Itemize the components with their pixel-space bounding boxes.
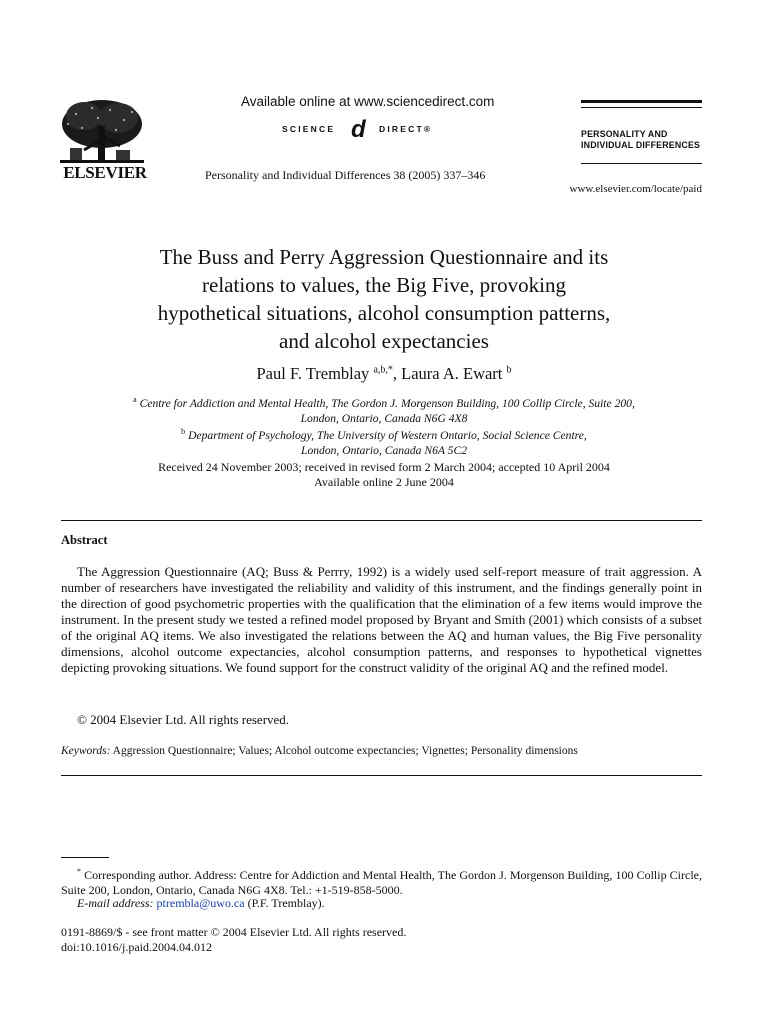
title-line: The Buss and Perry Aggression Questionnaire and its xyxy=(159,245,609,269)
email-suffix: (P.F. Tremblay). xyxy=(247,896,325,910)
sciencedirect-logo xyxy=(282,118,472,142)
journal-name xyxy=(581,129,700,150)
author-affiliation-marks[interactable]: a,b,* xyxy=(373,364,393,376)
issn-line: 0191-8869/$ - see front matter © 2004 Elsevier Ltd. All rights reserved. xyxy=(61,925,407,939)
affiliation-text: London, Ontario, Canada N6G 4X8 xyxy=(300,411,468,425)
abstract-heading: Abstract xyxy=(61,533,108,547)
journal-name-line1: PERSONALITY AND xyxy=(581,129,668,139)
affiliation-a xyxy=(60,392,708,426)
available-online-notice[interactable]: Available online at www.sciencedirect.com xyxy=(241,94,495,109)
doi-line[interactable]: doi:10.1016/j.paid.2004.04.012 xyxy=(61,940,212,954)
front-matter xyxy=(61,925,406,955)
keywords-list: Aggression Questionnaire; Values; Alcohol outcome expectancies; Vignettes; Personality dimensions xyxy=(112,745,578,757)
affiliation-text: Centre for Addiction and Mental Health, The Gordon J. Morgenson Building, 100 Collip Circle, Suite 200, xyxy=(139,396,635,410)
received-dates: Received 24 November 2003; received in revised form 2 March 2004; accepted 10 April 2004 xyxy=(158,460,610,474)
abstract-text: The Aggression Questionnaire (AQ; Buss & Perrry, 1992) is a widely used self-report measure of trait aggression. A number of researchers have investigated the reliability and validity of this instrument, and the findings generally point in the direction of good psychometric properties with the qualification that the elimination of a few items would improve the instrument. In the present study we tested a refined model proposed by Bryant and Smith (2001) which consists of a subset of the original AQ items. We also investigated the relations between the AQ and human values, the Big Five personality dimensions, alcohol outcome expectancies, alcohol consumption patterns, and responses to hypothetical vignettes depicting provoking situations. We found support for the construct validity of the original AQ and the refined model. xyxy=(61,564,702,675)
corresponding-author-footnote xyxy=(61,864,702,898)
title-line: relations to values, the Big Five, provoking xyxy=(202,273,566,297)
article-history xyxy=(60,460,708,490)
email-label: E-mail address: xyxy=(77,896,154,910)
sciencedirect-left-word: SCIENCE xyxy=(282,124,336,134)
footnote-mark: * xyxy=(77,867,81,876)
abstract-rule-top xyxy=(61,520,702,521)
affiliation-text: London, Ontario, Canada N6A 5C2 xyxy=(301,443,467,457)
title-line: and alcohol expectancies xyxy=(279,329,489,353)
keywords-label: Keywords: xyxy=(61,745,111,757)
available-online-date: Available online 2 June 2004 xyxy=(314,475,454,489)
author-name[interactable]: Paul F. Tremblay xyxy=(256,364,370,383)
journal-citation: Personality and Individual Differences 38 (2005) 337–346 xyxy=(205,168,486,182)
keywords-line xyxy=(61,745,702,757)
affiliation-mark: a xyxy=(133,395,137,404)
article-title xyxy=(60,243,708,355)
author-affiliation-marks[interactable]: b xyxy=(506,364,512,376)
abstract-copyright: © 2004 Elsevier Ltd. All rights reserved. xyxy=(77,712,290,727)
affiliation-mark: b xyxy=(181,427,186,436)
author-list xyxy=(60,364,708,384)
journal-url-link[interactable]: www.elsevier.com/locate/paid xyxy=(569,183,702,195)
abstract-rule-bottom xyxy=(61,775,702,776)
sciencedirect-mark-icon: d xyxy=(351,116,366,143)
publisher-name: ELSEVIER xyxy=(63,163,147,182)
sciencedirect-right-word: DIRECT® xyxy=(379,124,433,134)
author-name[interactable]: Laura A. Ewart xyxy=(401,364,503,383)
email-link[interactable]: ptrembla@uwo.ca xyxy=(156,896,245,910)
journal-rule-bottom xyxy=(581,163,702,164)
footnote-email-line xyxy=(61,896,325,911)
footnote-rule xyxy=(61,857,109,858)
title-line: hypothetical situations, alcohol consumption patterns, xyxy=(157,301,611,325)
affiliation-b xyxy=(60,424,708,458)
journal-rule-thin xyxy=(581,107,702,108)
author-separator: , xyxy=(392,364,402,383)
abstract-body xyxy=(61,564,702,676)
affiliation-text: Department of Psychology, The University of Western Ontario, Social Science Centre, xyxy=(188,428,587,442)
journal-rule-thick xyxy=(581,100,702,103)
journal-name-line2: INDIVIDUAL DIFFERENCES xyxy=(581,139,701,150)
footnote-text: Corresponding author. Address: Centre for Addiction and Mental Health, The Gordon J. Morgenson Building, 100 Collip Circle, Suite 200, London, Ontario, Canada N6G 4X8. Tel.: +1-519-858-5000. xyxy=(61,868,703,897)
